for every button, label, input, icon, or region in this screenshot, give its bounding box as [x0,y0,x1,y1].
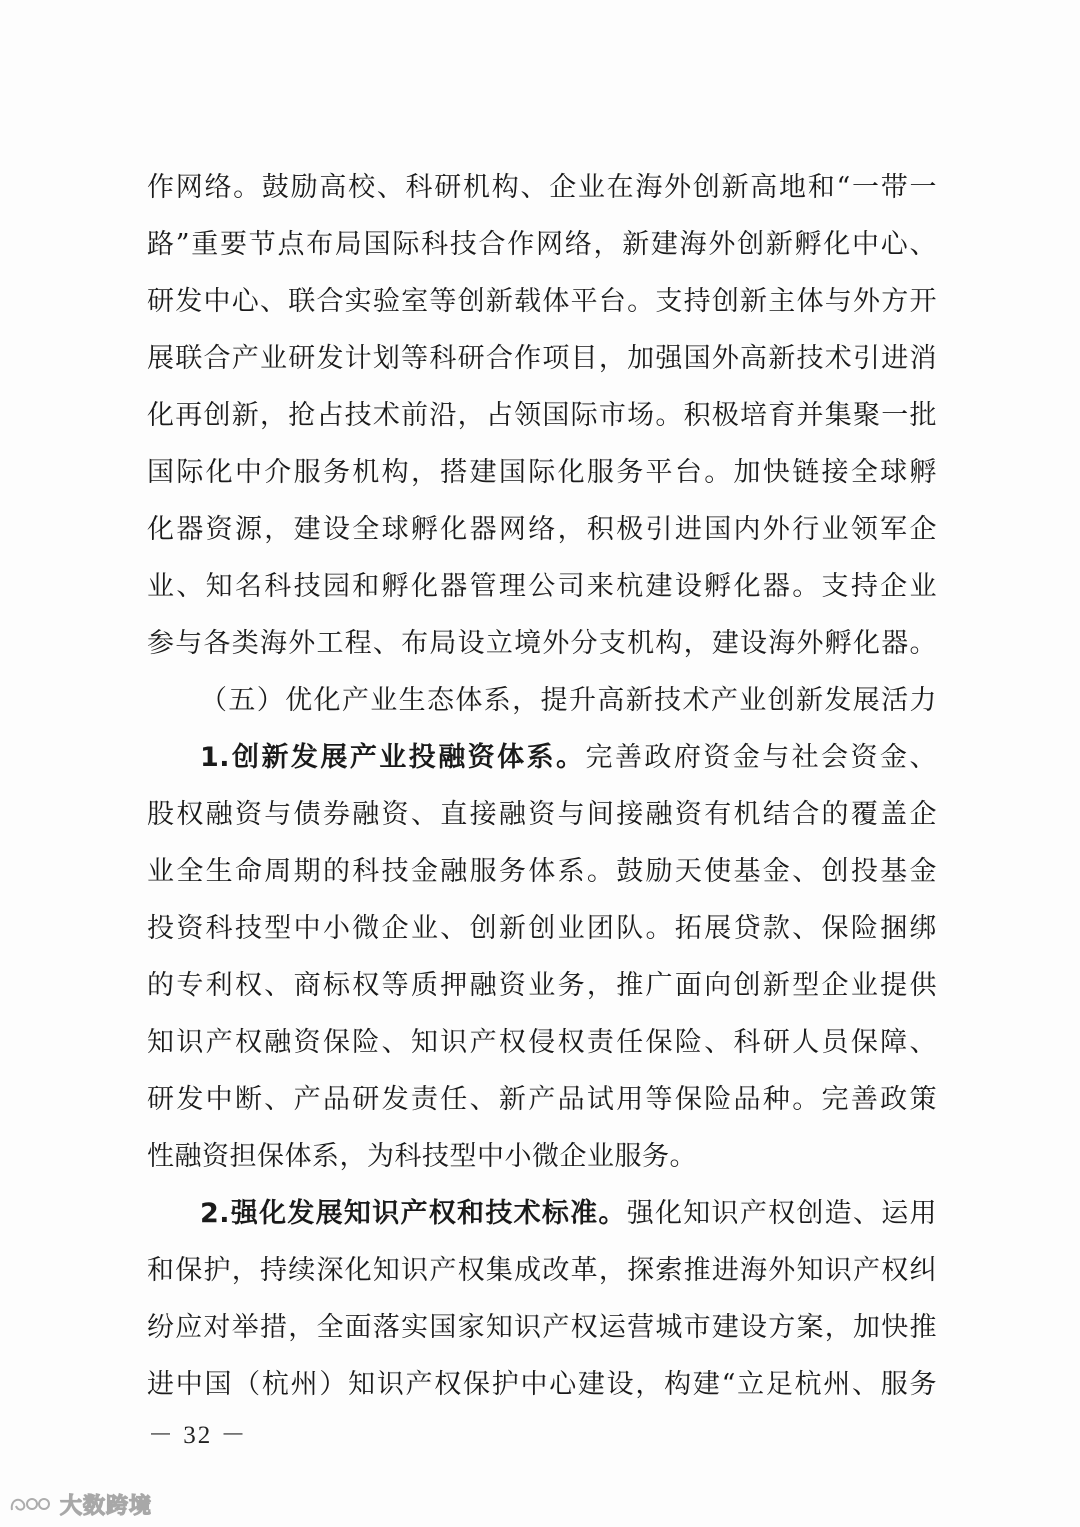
item-1-first-line-rest: 完善政府资金与社会资金、 [585,742,937,773]
paragraph-1-line: 参与各类海外工程、布局设立境外分支机构，建设海外孵化器。 [147,628,937,659]
item-2-line: 进中国（杭州）知识产权保护中心建设，构建“立足杭州、服务 [147,1369,937,1400]
item-2-lead: 2.强化发展知识产权和技术标准。 [200,1198,627,1229]
item-1-lead: 1.创新发展产业投融资体系。 [200,742,586,773]
item-1-line: 股权融资与债券融资、直接融资与间接融资有机结合的覆盖企 [147,799,937,830]
section-heading: （五）优化产业生态体系，提升高新技术产业创新发展活力 [200,685,937,716]
item-2-line: 纷应对举措，全面落实国家知识产权运营城市建设方案，加快推 [147,1312,937,1343]
item-2-line: 和保护，持续深化知识产权集成改革，探索推进海外知识产权纠 [147,1255,937,1286]
item-2-first-line [200,1194,937,1234]
paragraph-1-line: 研发中心、联合实验室等创新载体平台。支持创新主体与外方开 [147,286,937,317]
paragraph-1-line: 展联合产业研发计划等科研合作项目，加强国外高新技术引进消 [147,343,937,374]
item-1-line: 投资科技型中小微企业、创新创业团队。拓展贷款、保险捆绑 [147,913,937,944]
item-1-line: 业全生命周期的科技金融服务体系。鼓励天使基金、创投基金 [147,856,937,887]
paragraph-1-line: 路”重要节点布局国际科技合作网络，新建海外创新孵化中心、 [147,229,937,260]
item-1-first-line [200,738,937,778]
paragraph-1-line: 国际化中介服务机构，搭建国际化服务平台。加快链接全球孵 [147,457,937,488]
item-2-first-line-rest: 强化知识产权创造、运用 [626,1198,937,1229]
item-1-line: 知识产权融资保险、知识产权侵权责任保险、科研人员保障、 [147,1027,937,1058]
paragraph-1-line: 化再创新，抢占技术前沿，占领国际市场。积极培育并集聚一批 [147,400,937,431]
item-1-line: 性融资担保体系，为科技型中小微企业服务。 [147,1141,697,1172]
paragraph-1-line: 作网络。鼓励高校、科研机构、企业在海外创新高地和“一带一 [147,172,937,203]
watermark-logo-icon [8,1492,54,1516]
item-1-line: 的专利权、商标权等质押融资业务，推广面向创新型企业提供 [147,970,937,1001]
watermark-text: 大数跨境 [60,1493,153,1519]
item-1-line: 研发中断、产品研发责任、新产品试用等保险品种。完善政策 [147,1084,937,1115]
paragraph-1-line: 业、知名科技园和孵化器管理公司来杭建设孵化器。支持企业 [147,571,937,602]
paragraph-1-line: 化器资源，建设全球孵化器网络，积极引进国内外行业领军企 [147,514,937,545]
watermark [8,1489,152,1519]
page-number: － 32 － [148,1422,248,1449]
